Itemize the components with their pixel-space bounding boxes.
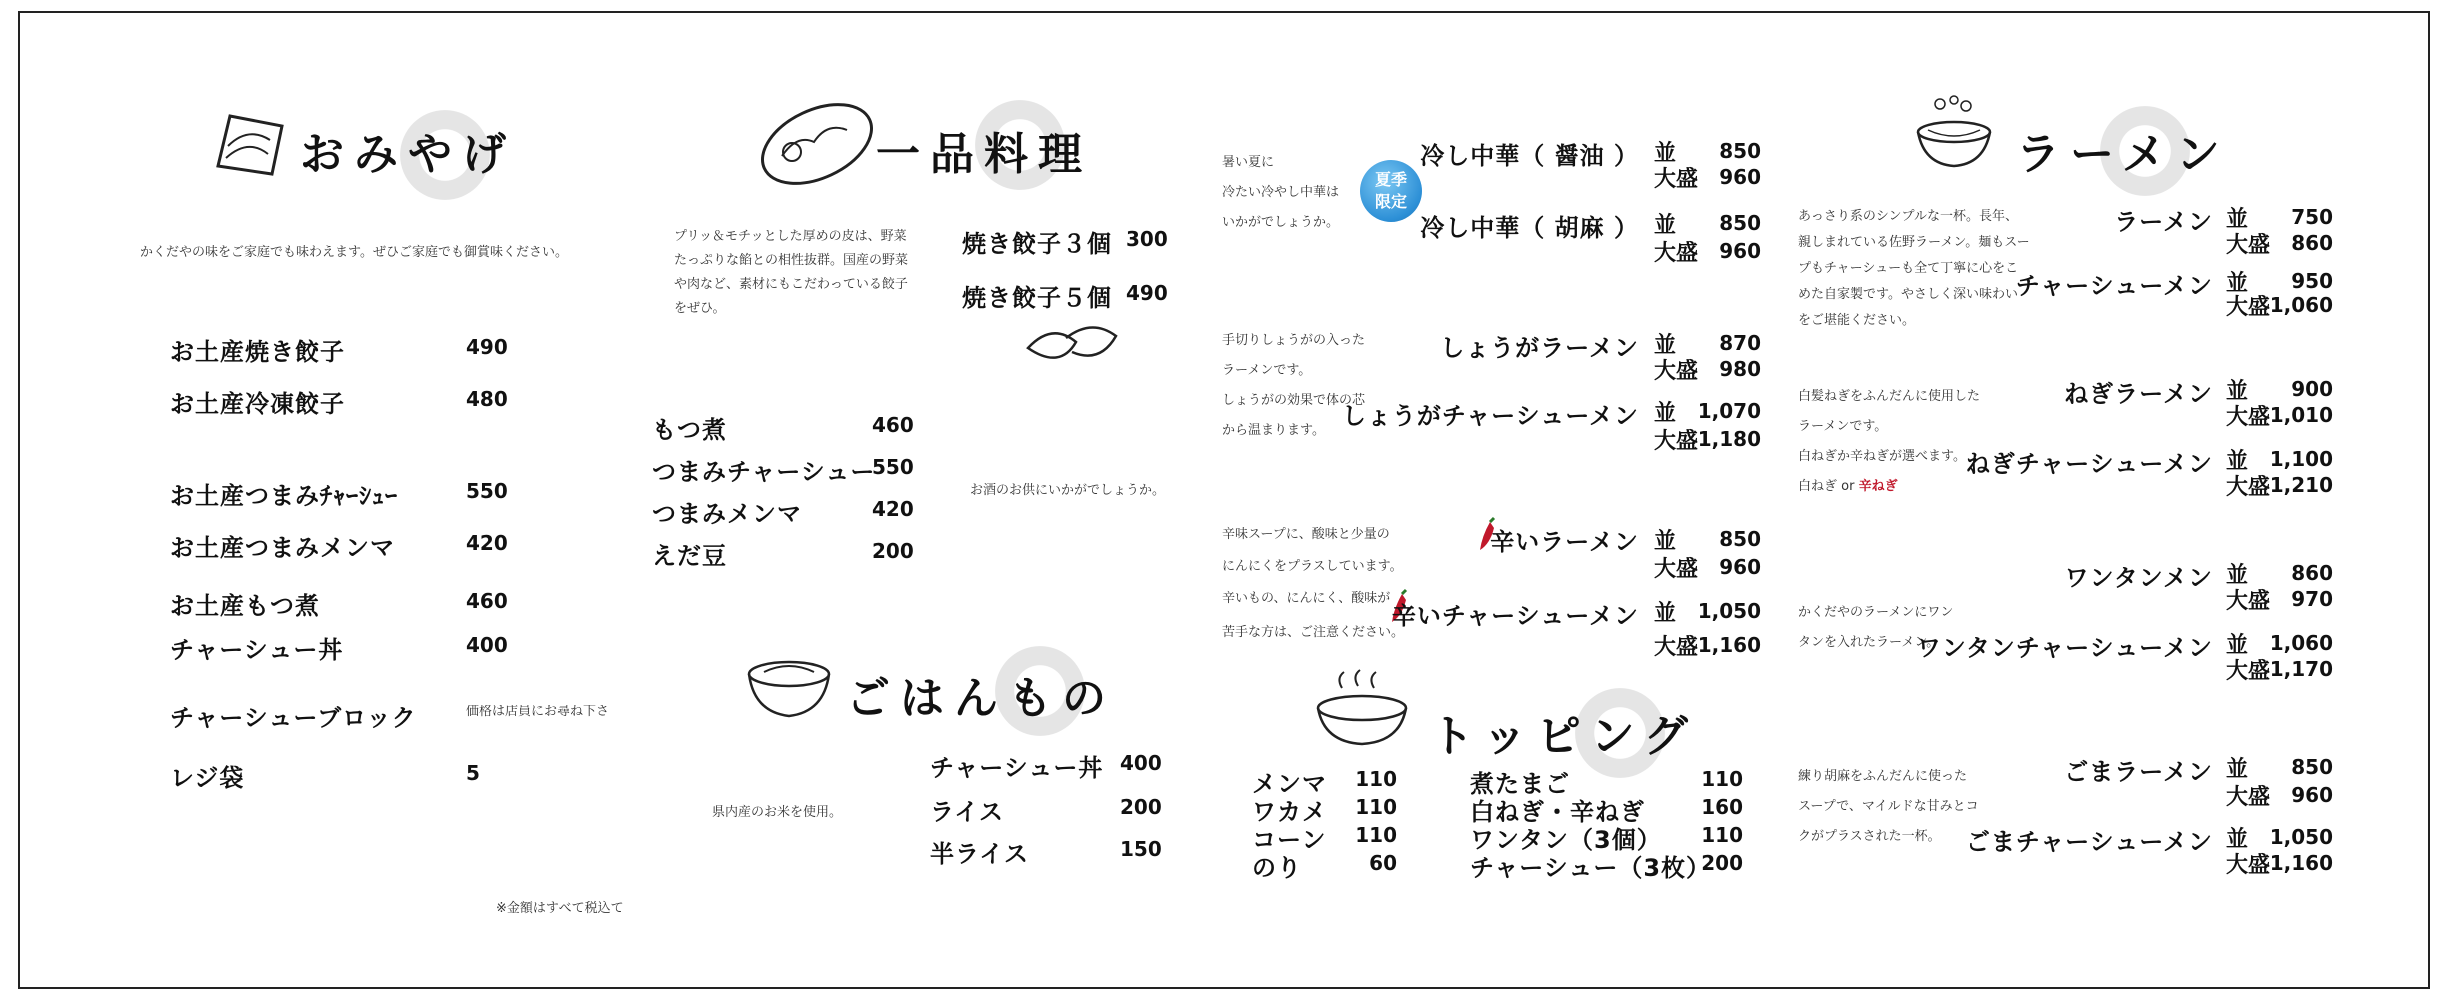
price-omori: 960: [1719, 239, 1761, 263]
size-omori: 大盛: [2226, 589, 2271, 614]
size-omori: 大盛: [2226, 785, 2271, 810]
ippin-note: お酒のお供にいかがでしょうか。: [970, 483, 1166, 498]
size-nami: 並: [2226, 271, 2249, 296]
ramen-desc-line: 親しまれている佐野ラーメン。麺もスー: [1798, 235, 2030, 250]
price-nami: 850: [2291, 755, 2333, 779]
size-nami: 並: [2226, 563, 2249, 588]
gyoza-item-name: 焼き餃子３個: [962, 230, 1112, 258]
price-nami: 850: [1719, 527, 1761, 551]
price-omori: 960: [1719, 165, 1761, 189]
omiyage-item-price: 400: [466, 633, 508, 657]
price-omori: 1,010: [2269, 403, 2333, 427]
ramen-item-name: ごまチャーシューメン: [1965, 828, 2213, 856]
topping-price: 110: [1701, 767, 1743, 791]
gohan-item-price: 400: [1120, 751, 1162, 775]
price-nami: 900: [2291, 377, 2333, 401]
shoga-desc-line: 手切りしょうがの入った: [1222, 333, 1366, 348]
topping-price: 160: [1701, 795, 1743, 819]
price-omori: 970: [2291, 587, 2333, 611]
negi-choice-line: [1798, 480, 1898, 493]
price-nami: 750: [2291, 205, 2333, 229]
ramen-bowl-icon: [1312, 668, 1412, 748]
price-nami: 860: [2291, 561, 2333, 585]
ippin-desc-line: をぜひ。: [674, 301, 726, 316]
omiyage-item-name: レジ袋: [170, 764, 245, 792]
ramen-desc-line: 白ねぎか辛ねぎが選べます。: [1798, 449, 1966, 464]
size-nami: 並: [2226, 633, 2249, 658]
price-omori: 1,180: [1697, 427, 1761, 451]
ramen-desc-line: ラーメンです。: [1798, 419, 1888, 434]
ippin-item-name: つまみチャーシュー: [652, 458, 876, 486]
price-omori: 860: [2291, 231, 2333, 255]
omiyage-item-price: 480: [466, 387, 508, 411]
ippin-item-name: えだ豆: [652, 542, 727, 570]
ippin-desc-line: や肉など、素材にもこだわっている餃子: [674, 277, 908, 292]
price-omori: 960: [1719, 555, 1761, 579]
ramen-desc-line: タンを入れたラーメン。: [1798, 635, 1940, 650]
omiyage-item-price: 420: [466, 531, 508, 555]
omiyage-item-price: 550: [466, 479, 508, 503]
topping-price: 60: [1369, 851, 1397, 875]
topping-price: 110: [1355, 795, 1397, 819]
shoga-item-name: しょうがチャーシューメン: [1341, 402, 1639, 430]
ramen-desc-line: 白髪ねぎをふんだんに使用した: [1798, 389, 1981, 404]
ramen-item-name: ごまラーメン: [2064, 758, 2213, 786]
badge-line: 夏季: [1374, 170, 1407, 189]
karai-desc-line: 苦手な方は、ご注意ください。: [1222, 625, 1405, 640]
size-omori: 大盛: [1654, 429, 1699, 454]
size-nami: 並: [1654, 529, 1677, 554]
price-nami: 850: [1719, 211, 1761, 235]
gohan-item-price: 150: [1120, 837, 1162, 861]
ippin-item-name: もつ煮: [652, 416, 727, 444]
size-nami: 並: [2226, 207, 2249, 232]
topping-name: 白ねぎ・辛ねぎ: [1470, 798, 1645, 826]
price-omori: 1,170: [2269, 657, 2333, 681]
size-nami: 並: [1654, 333, 1677, 358]
ippin-item-price: 460: [872, 413, 914, 437]
omiyage-item-price: 460: [466, 589, 508, 613]
ippin-item-price: 200: [872, 539, 914, 563]
summer-limited-badge: [1360, 160, 1422, 222]
price-nami: 950: [2291, 269, 2333, 293]
price-nami: 1,050: [2269, 825, 2333, 849]
topping-title: トッピング: [1430, 711, 1698, 762]
size-omori: 大盛: [1654, 241, 1699, 266]
size-nami: 並: [1654, 601, 1677, 626]
seasonal-desc-line: 暑い夏に: [1222, 155, 1275, 170]
topping-price: 200: [1701, 851, 1743, 875]
gyoza-item-price: 300: [1126, 227, 1168, 251]
size-omori: 大盛: [2226, 233, 2271, 258]
ramen-item-name: ワンタンチャーシューメン: [1916, 634, 2213, 662]
price-omori: 1,210: [2269, 473, 2333, 497]
topping-price: 110: [1355, 823, 1397, 847]
ramen-item-name: ラーメン: [2114, 208, 2213, 236]
ramen-desc-line: かくだやのラーメンにワン: [1798, 605, 1954, 620]
size-nami: 並: [1654, 141, 1677, 166]
omiyage-item-name: お土産冷凍餃子: [170, 390, 345, 418]
price-omori: 1,160: [2269, 851, 2333, 875]
topping-name: チャーシュー（3枚）: [1470, 854, 1712, 882]
topping-name: 煮たまご: [1470, 770, 1570, 798]
gohan-item-name: チャーシュー丼: [930, 754, 1104, 782]
size-omori: 大盛: [2226, 853, 2271, 878]
size-omori: 大盛: [2226, 405, 2271, 430]
ramen-item-name: チャーシューメン: [2015, 272, 2213, 300]
omiyage-desc: かくだやの味をご家庭でも味わえます。ぜひご家庭でも御賞味ください。: [140, 245, 568, 260]
price-nami: 1,050: [1697, 599, 1761, 623]
omiyage-item-name: お土産もつ煮: [170, 592, 320, 620]
size-omori: 大盛: [2226, 475, 2271, 500]
omiyage-item-name: お土産つまみﾁｬｰｼｭｰ: [170, 482, 398, 510]
gohan-item-price: 200: [1120, 795, 1162, 819]
size-nami: 並: [2226, 449, 2249, 474]
shoga-item-name: しょうがラーメン: [1440, 334, 1639, 362]
price-nami: 1,070: [1697, 399, 1761, 423]
shoga-desc-line: しょうがの効果で体の芯: [1222, 393, 1366, 408]
size-omori: 大盛: [2226, 295, 2271, 320]
gyoza-item-name: 焼き餃子５個: [962, 284, 1112, 312]
size-nami: 並: [1654, 213, 1677, 238]
dumpling-icon: [1022, 318, 1122, 376]
ramen-item-name: ねぎラーメン: [2064, 380, 2213, 408]
price-nami: 850: [1719, 139, 1761, 163]
shoga-desc-line: から温まります。: [1222, 423, 1325, 438]
topping-name: ワンタン（3個）: [1470, 826, 1662, 854]
seasonal-item-name: 冷し中華（ 醤油 ）: [1420, 142, 1639, 170]
size-nami: 並: [2226, 379, 2249, 404]
price-omori: 1,060: [2269, 293, 2333, 317]
seasonal-desc-line: 冷たい冷やし中華は: [1222, 185, 1340, 200]
price-nami: 1,100: [2269, 447, 2333, 471]
omiyage-item-name: お土産つまみメンマ: [170, 534, 395, 562]
karai-desc-line: 辛いもの、にんにく、酸味が: [1222, 591, 1391, 606]
topping-name: コーン: [1252, 826, 1327, 854]
negi-choice-white: 白ねぎ: [1798, 479, 1838, 494]
omiyage-item-name: チャーシューブロック: [170, 704, 417, 732]
ippin-item-price: 420: [872, 497, 914, 521]
ippin-item-price: 550: [872, 455, 914, 479]
omiyage-item-price: 価格は店員にお尋ね下さ: [466, 705, 610, 718]
size-omori: 大盛: [1654, 635, 1699, 660]
ramen-item-name: ねぎチャーシューメン: [1965, 450, 2213, 478]
size-omori: 大盛: [1654, 359, 1699, 384]
gyoza-item-price: 490: [1126, 281, 1168, 305]
ramen-item-name: ワンタンメン: [2064, 564, 2213, 592]
omiyage-item-price: 5: [466, 761, 480, 785]
negi-choice-spicy: 辛ねぎ: [1858, 479, 1898, 494]
topping-price: 110: [1355, 767, 1397, 791]
topping-price: 110: [1701, 823, 1743, 847]
ippin-title: 一品料理: [876, 129, 1092, 180]
tax-note: ※金額はすべて税込て: [496, 901, 624, 916]
seasonal-desc-line: いかがでしょうか。: [1222, 215, 1340, 230]
ramen-title: ラーメン: [2016, 129, 2230, 180]
gohan-item-name: ライス: [930, 798, 1005, 826]
karai-item-name: 辛いラーメン: [1490, 528, 1639, 556]
rice-bowl-icon: [744, 656, 834, 722]
omiyage-item-name: お土産焼き餃子: [170, 338, 345, 366]
ippin-desc-line: プリッ＆モチッとした厚めの皮は、野菜: [674, 229, 907, 244]
ramen-desc-line: めた自家製です。やさしく深い味わい: [1798, 287, 2018, 302]
karai-desc-line: にんにくをプラスしています。: [1222, 559, 1403, 574]
karai-item-name: 辛いチャーシューメン: [1391, 602, 1639, 630]
topping-name: メンマ: [1252, 770, 1327, 798]
badge-line: 限定: [1374, 192, 1407, 211]
omiyage-item-price: 490: [466, 335, 508, 359]
price-omori: 1,160: [1697, 633, 1761, 657]
ramen-desc-line: あっさり系のシンプルな一杯。長年、: [1798, 209, 2019, 224]
karai-desc-line: 辛味スープに、酸味と少量の: [1222, 527, 1390, 542]
ramen-desc-line: 練り胡麻をふんだんに使った: [1798, 769, 1968, 784]
gyoza-box-icon: [208, 106, 288, 176]
ramen-desc-line: をご堪能ください。: [1798, 313, 1916, 328]
negi-choice-or: or: [1841, 479, 1855, 494]
size-nami: 並: [2226, 757, 2249, 782]
price-nami: 870: [1719, 331, 1761, 355]
gohan-title: ごはんもの: [846, 673, 1116, 724]
price-omori: 960: [2291, 783, 2333, 807]
ramen-bowl-icon: [1914, 94, 1994, 174]
size-nami: 並: [2226, 827, 2249, 852]
shoga-desc-line: ラーメンです。: [1222, 363, 1312, 378]
size-omori: 大盛: [1654, 167, 1699, 192]
ramen-desc-line: スープで、マイルドな甘みとコ: [1798, 799, 1979, 814]
omiyage-item-name: チャーシュー丼: [170, 636, 344, 664]
seasonal-item-name: 冷し中華（ 胡麻 ）: [1420, 214, 1639, 242]
topping-name: のり: [1252, 854, 1302, 882]
size-omori: 大盛: [1654, 557, 1699, 582]
ippin-desc-line: たっぷりな餡との相性抜群。国産の野菜: [674, 253, 909, 268]
gohan-desc: 県内産のお米を使用。: [712, 805, 843, 820]
gyoza-plate-icon: [752, 94, 882, 194]
topping-name: ワカメ: [1252, 798, 1327, 826]
price-omori: 980: [1719, 357, 1761, 381]
size-omori: 大盛: [2226, 659, 2271, 684]
price-nami: 1,060: [2269, 631, 2333, 655]
gohan-item-name: 半ライス: [930, 840, 1030, 868]
omiyage-title: おみやげ: [300, 129, 516, 180]
ramen-desc-line: クがプラスされた一杯。: [1798, 829, 1941, 844]
ramen-desc-line: プもチャーシューも全て丁寧に心をこ: [1798, 261, 2019, 276]
ippin-item-name: つまみメンマ: [652, 500, 802, 528]
size-nami: 並: [1654, 401, 1677, 426]
